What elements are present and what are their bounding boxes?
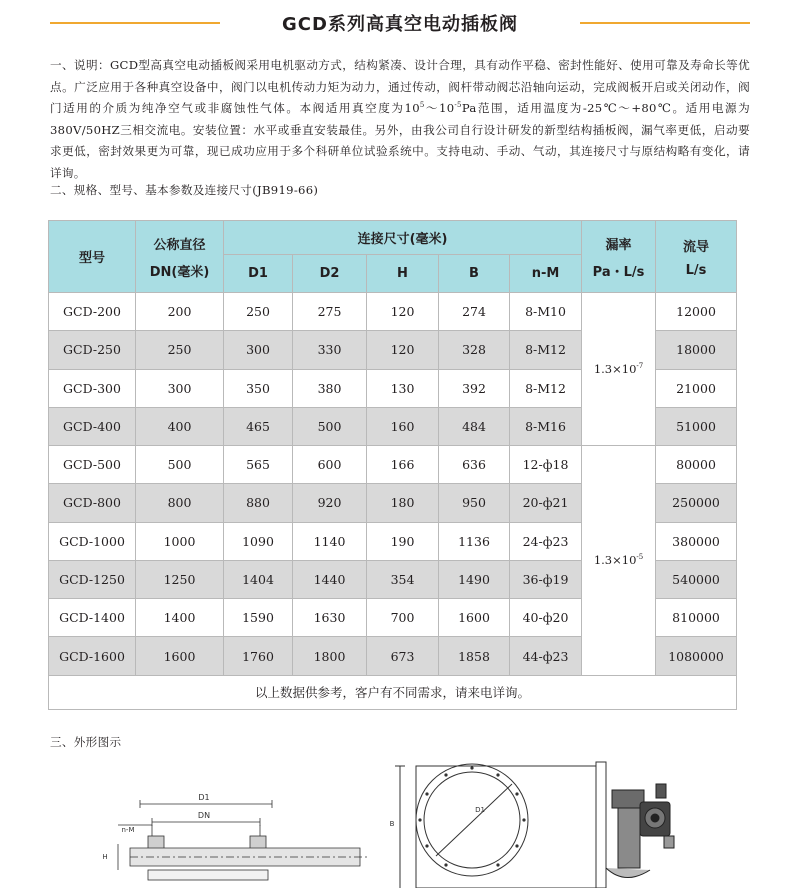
cell-h: 354 <box>367 560 439 598</box>
cell-d1: 1760 <box>224 637 293 675</box>
dim-label-nm: n-M <box>121 826 135 834</box>
cell-nm: 40-ф20 <box>510 599 582 637</box>
cell-b: 1858 <box>439 637 510 675</box>
cell-h: 180 <box>367 484 439 522</box>
cell-dn: 1600 <box>136 637 224 675</box>
cell-flow: 80000 <box>656 446 737 484</box>
header-dn-line2: DN(毫米) <box>149 264 210 280</box>
cell-b: 328 <box>439 331 510 369</box>
cell-model: GCD-250 <box>49 331 136 369</box>
cell-b: 274 <box>439 293 510 331</box>
cell-h: 120 <box>367 293 439 331</box>
cell-nm: 44-ф23 <box>510 637 582 675</box>
cell-flow: 380000 <box>656 522 737 560</box>
cell-d2: 920 <box>293 484 367 522</box>
dim-label-d1: D1 <box>198 793 210 802</box>
cell-d2: 500 <box>293 407 367 445</box>
cell-nm: 8-M10 <box>510 293 582 331</box>
header-flow-line1: 流导 <box>683 239 710 255</box>
header-flow-line2: L/s <box>685 262 707 278</box>
cell-h: 673 <box>367 637 439 675</box>
cell-nm: 20-ф21 <box>510 484 582 522</box>
cell-leak-group-2 <box>582 446 656 676</box>
dim-label-d1-circle: D1 <box>475 806 485 814</box>
cell-dn: 500 <box>136 446 224 484</box>
side-section-view <box>118 800 370 880</box>
cell-d2: 1440 <box>293 560 367 598</box>
header-b: B <box>439 255 510 293</box>
cell-dn: 250 <box>136 331 224 369</box>
cell-b: 1490 <box>439 560 510 598</box>
cell-d2: 330 <box>293 331 367 369</box>
cell-flow: 12000 <box>656 293 737 331</box>
header-leak-line1: 漏率 <box>605 237 632 253</box>
cell-nm: 8-M12 <box>510 369 582 407</box>
cell-model: GCD-1400 <box>49 599 136 637</box>
cell-flow: 1080000 <box>656 637 737 675</box>
cell-b: 1600 <box>439 599 510 637</box>
cell-model: GCD-1250 <box>49 560 136 598</box>
cell-dn: 1000 <box>136 522 224 560</box>
cell-leak-group-1 <box>582 293 656 446</box>
cell-h: 700 <box>367 599 439 637</box>
cell-d2: 275 <box>293 293 367 331</box>
cell-d2: 1140 <box>293 522 367 560</box>
intro-text-3: Pa范围，适用温度为-25℃～+80℃。适用电源为380V/50HZ三相交流电。安装位置：水平或垂直安装最佳。另外，由我公司自行设计研发的新型结构插板阀，漏气率更低，启动要求更低，密封效果更为可靠，现已成功应用于多个科研单位试验系统中。支持电动、手动、气动，其连接尺寸与原结构略有变化，请详询。 <box>50 101 750 180</box>
dim-label-b: B <box>389 820 395 828</box>
cell-d2: 380 <box>293 369 367 407</box>
section-2-heading: 二、规格、型号、基本参数及连接尺寸(JB919-66) <box>50 183 319 197</box>
cell-dn: 1250 <box>136 560 224 598</box>
cell-dn: 200 <box>136 293 224 331</box>
cell-model: GCD-1000 <box>49 522 136 560</box>
cell-nm: 8-M16 <box>510 407 582 445</box>
cell-model: GCD-200 <box>49 293 136 331</box>
cell-model: GCD-400 <box>49 407 136 445</box>
cell-flow: 540000 <box>656 560 737 598</box>
cell-nm: 36-ф19 <box>510 560 582 598</box>
cell-model: GCD-800 <box>49 484 136 522</box>
header-connection: 连接尺寸(毫米) <box>224 221 582 255</box>
cell-d1: 350 <box>224 369 293 407</box>
title-row <box>0 10 800 36</box>
cell-h: 166 <box>367 446 439 484</box>
cell-d2: 600 <box>293 446 367 484</box>
intro-exponent-1: 5 <box>419 101 425 110</box>
cell-b: 950 <box>439 484 510 522</box>
bolt-holes <box>418 766 525 866</box>
header-flow <box>656 221 737 293</box>
cell-nm: 12-ф18 <box>510 446 582 484</box>
cell-flow: 250000 <box>656 484 737 522</box>
leak-1-base: 1.3×10 <box>593 362 637 377</box>
leak-2-base: 1.3×10 <box>593 553 637 568</box>
cell-d1: 880 <box>224 484 293 522</box>
table-note: 以上数据供参考，客户有不同需求，请来电详询。 <box>49 675 737 709</box>
header-h: H <box>367 255 439 293</box>
cell-dn: 1400 <box>136 599 224 637</box>
valve-outline-drawing <box>0 760 800 888</box>
cell-d1: 1590 <box>224 599 293 637</box>
table-row <box>49 293 737 331</box>
intro-paragraph <box>50 55 750 185</box>
cell-b: 636 <box>439 446 510 484</box>
header-nm: n-M <box>510 255 582 293</box>
title-decoration-right <box>580 22 750 24</box>
cell-d2: 1630 <box>293 599 367 637</box>
cell-nm: 24-ф23 <box>510 522 582 560</box>
cell-flow: 18000 <box>656 331 737 369</box>
cell-dn: 400 <box>136 407 224 445</box>
cell-model: GCD-300 <box>49 369 136 407</box>
intro-exponent-2: -5 <box>454 101 462 110</box>
electric-actuator <box>606 784 674 878</box>
cell-nm: 8-M12 <box>510 331 582 369</box>
cell-d1: 465 <box>224 407 293 445</box>
header-leak-line2: Pa・L/s <box>592 264 645 280</box>
cell-dn: 300 <box>136 369 224 407</box>
page-title: GCD系列高真空电动插板阀 <box>282 14 518 35</box>
leak-2-exp: -5 <box>636 553 644 562</box>
front-view <box>395 762 606 888</box>
cell-h: 130 <box>367 369 439 407</box>
spec-table <box>48 220 737 710</box>
cell-flow: 51000 <box>656 407 737 445</box>
table-row <box>49 446 737 484</box>
cell-d1: 1090 <box>224 522 293 560</box>
cell-h: 190 <box>367 522 439 560</box>
table-note-row <box>49 675 737 709</box>
cell-d1: 1404 <box>224 560 293 598</box>
dim-label-dn: DN <box>197 811 211 820</box>
header-model: 型号 <box>49 221 136 293</box>
title-decoration-left <box>50 22 220 24</box>
cell-model: GCD-1600 <box>49 637 136 675</box>
cell-h: 160 <box>367 407 439 445</box>
cell-model: GCD-500 <box>49 446 136 484</box>
cell-b: 392 <box>439 369 510 407</box>
intro-text-1: 一、说明：GCD型高真空电动插板阀采用电机驱动方式，结构紧凑、设计合理，具有动作平稳、密封性能好、使用可靠及寿命长等优点。广泛应用于各种真空设备中，阀门以电机传动力矩为动力，通过传动，阀杆带动阀芯沿轴向运动，完成阀板开启或关闭动作，阀门适用的介质为纯净空气或非腐蚀性气体。本阀适用真空度为10 <box>50 58 750 116</box>
cell-flow: 810000 <box>656 599 737 637</box>
intro-text-2: ～10 <box>424 101 455 116</box>
header-d1: D1 <box>224 255 293 293</box>
cell-flow: 21000 <box>656 369 737 407</box>
header-d2: D2 <box>293 255 367 293</box>
cell-d1: 250 <box>224 293 293 331</box>
cell-d1: 565 <box>224 446 293 484</box>
leak-1-exp: -7 <box>636 362 644 371</box>
cell-d1: 300 <box>224 331 293 369</box>
dim-label-h: H <box>102 853 108 861</box>
cell-b: 484 <box>439 407 510 445</box>
cell-h: 120 <box>367 331 439 369</box>
header-dn-line1: 公称直径 <box>153 237 206 253</box>
cell-dn: 800 <box>136 484 224 522</box>
cell-d2: 1800 <box>293 637 367 675</box>
cell-b: 1136 <box>439 522 510 560</box>
section-3-heading: 三、外形图示 <box>50 735 122 749</box>
header-dn <box>136 221 224 293</box>
header-leak <box>582 221 656 293</box>
